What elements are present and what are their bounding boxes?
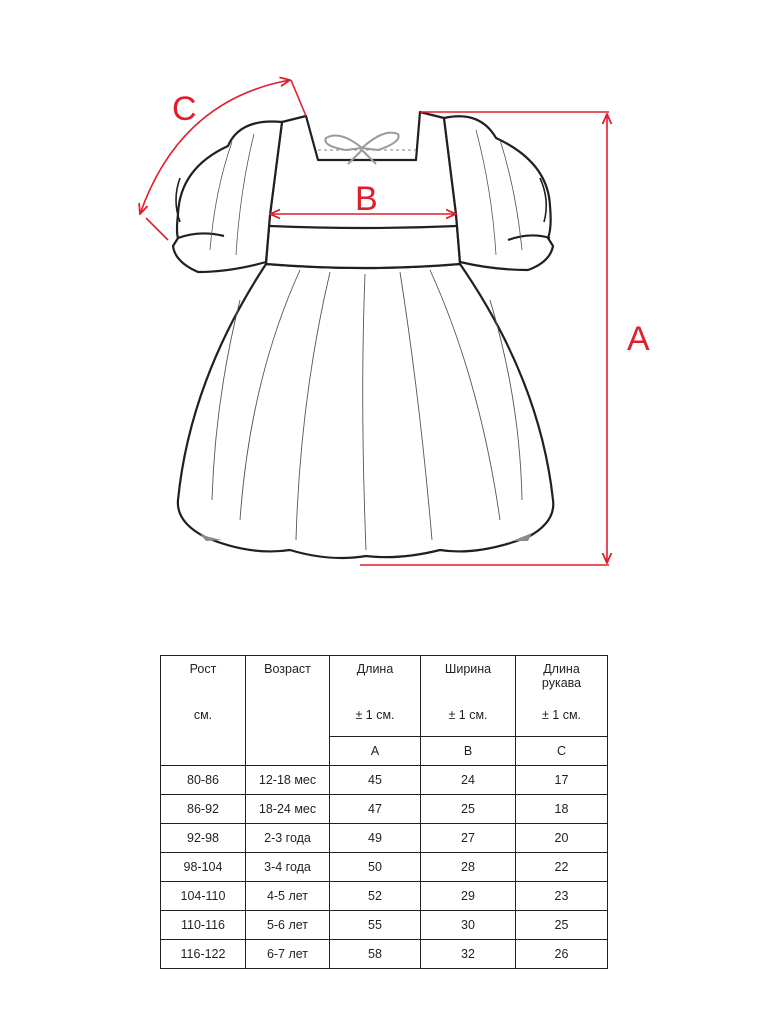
cell-height: 86-92 bbox=[161, 795, 246, 824]
table-row bbox=[161, 766, 608, 795]
header-title: Длина рукава bbox=[541, 662, 582, 690]
cell-sleeve: 22 bbox=[516, 853, 608, 882]
cell-age: 5-6 лет bbox=[246, 911, 330, 940]
cell-sleeve: 18 bbox=[516, 795, 608, 824]
cell-length: 49 bbox=[330, 824, 421, 853]
cell-width: 30 bbox=[421, 911, 516, 940]
cell-height: 98-104 bbox=[161, 853, 246, 882]
header-unit: ± 1 см. bbox=[541, 708, 582, 722]
table-row bbox=[161, 911, 608, 940]
table-row bbox=[161, 853, 608, 882]
cell-width: 28 bbox=[421, 853, 516, 882]
header-age bbox=[246, 656, 330, 766]
cell-age: 18-24 мес bbox=[246, 795, 330, 824]
cell-width: 27 bbox=[421, 824, 516, 853]
left-sleeve bbox=[173, 122, 282, 273]
cell-length: 52 bbox=[330, 882, 421, 911]
cell-width: 25 bbox=[421, 795, 516, 824]
header-unit: ± 1 см. bbox=[448, 708, 488, 722]
header-width bbox=[421, 656, 516, 737]
cell-width: 32 bbox=[421, 940, 516, 969]
cell-length: 47 bbox=[330, 795, 421, 824]
letter-c: C bbox=[516, 737, 608, 766]
cell-age: 2-3 года bbox=[246, 824, 330, 853]
cell-age: 6-7 лет bbox=[246, 940, 330, 969]
cell-age: 4-5 лет bbox=[246, 882, 330, 911]
header-title: Длина bbox=[356, 662, 394, 676]
cell-sleeve: 20 bbox=[516, 824, 608, 853]
cell-length: 58 bbox=[330, 940, 421, 969]
header-unit: см. bbox=[193, 708, 213, 722]
right-sleeve bbox=[444, 116, 553, 270]
table-row bbox=[161, 940, 608, 969]
table-row bbox=[161, 795, 608, 824]
cell-height: 104-110 bbox=[161, 882, 246, 911]
cell-height: 92-98 bbox=[161, 824, 246, 853]
dimension-a-label: A bbox=[627, 320, 650, 358]
header-unit: ± 1 см. bbox=[355, 708, 395, 722]
cell-height: 116-122 bbox=[161, 940, 246, 969]
cell-length: 55 bbox=[330, 911, 421, 940]
header-sleeve-length bbox=[516, 656, 608, 737]
table-row bbox=[161, 882, 608, 911]
dimension-c-label: C bbox=[172, 90, 197, 128]
cell-height: 110-116 bbox=[161, 911, 246, 940]
cell-length: 45 bbox=[330, 766, 421, 795]
table-row bbox=[161, 824, 608, 853]
letter-a: A bbox=[330, 737, 421, 766]
cell-width: 24 bbox=[421, 766, 516, 795]
cell-age: 3-4 года bbox=[246, 853, 330, 882]
dress-outline bbox=[173, 112, 553, 558]
cell-sleeve: 26 bbox=[516, 940, 608, 969]
header-title: Возраст bbox=[264, 662, 311, 676]
cell-sleeve: 23 bbox=[516, 882, 608, 911]
dimension-b-label: B bbox=[355, 180, 378, 218]
cell-age: 12-18 мес bbox=[246, 766, 330, 795]
header-length bbox=[330, 656, 421, 737]
letter-b: B bbox=[421, 737, 516, 766]
cell-width: 29 bbox=[421, 882, 516, 911]
skirt bbox=[178, 264, 553, 558]
cell-height: 80-86 bbox=[161, 766, 246, 795]
table-header-row bbox=[161, 656, 608, 737]
cell-sleeve: 25 bbox=[516, 911, 608, 940]
header-title: Ширина bbox=[444, 662, 492, 676]
cell-sleeve: 17 bbox=[516, 766, 608, 795]
size-chart-table bbox=[160, 655, 608, 969]
header-height bbox=[161, 656, 246, 766]
header-title: Рост bbox=[189, 662, 217, 676]
cell-length: 50 bbox=[330, 853, 421, 882]
